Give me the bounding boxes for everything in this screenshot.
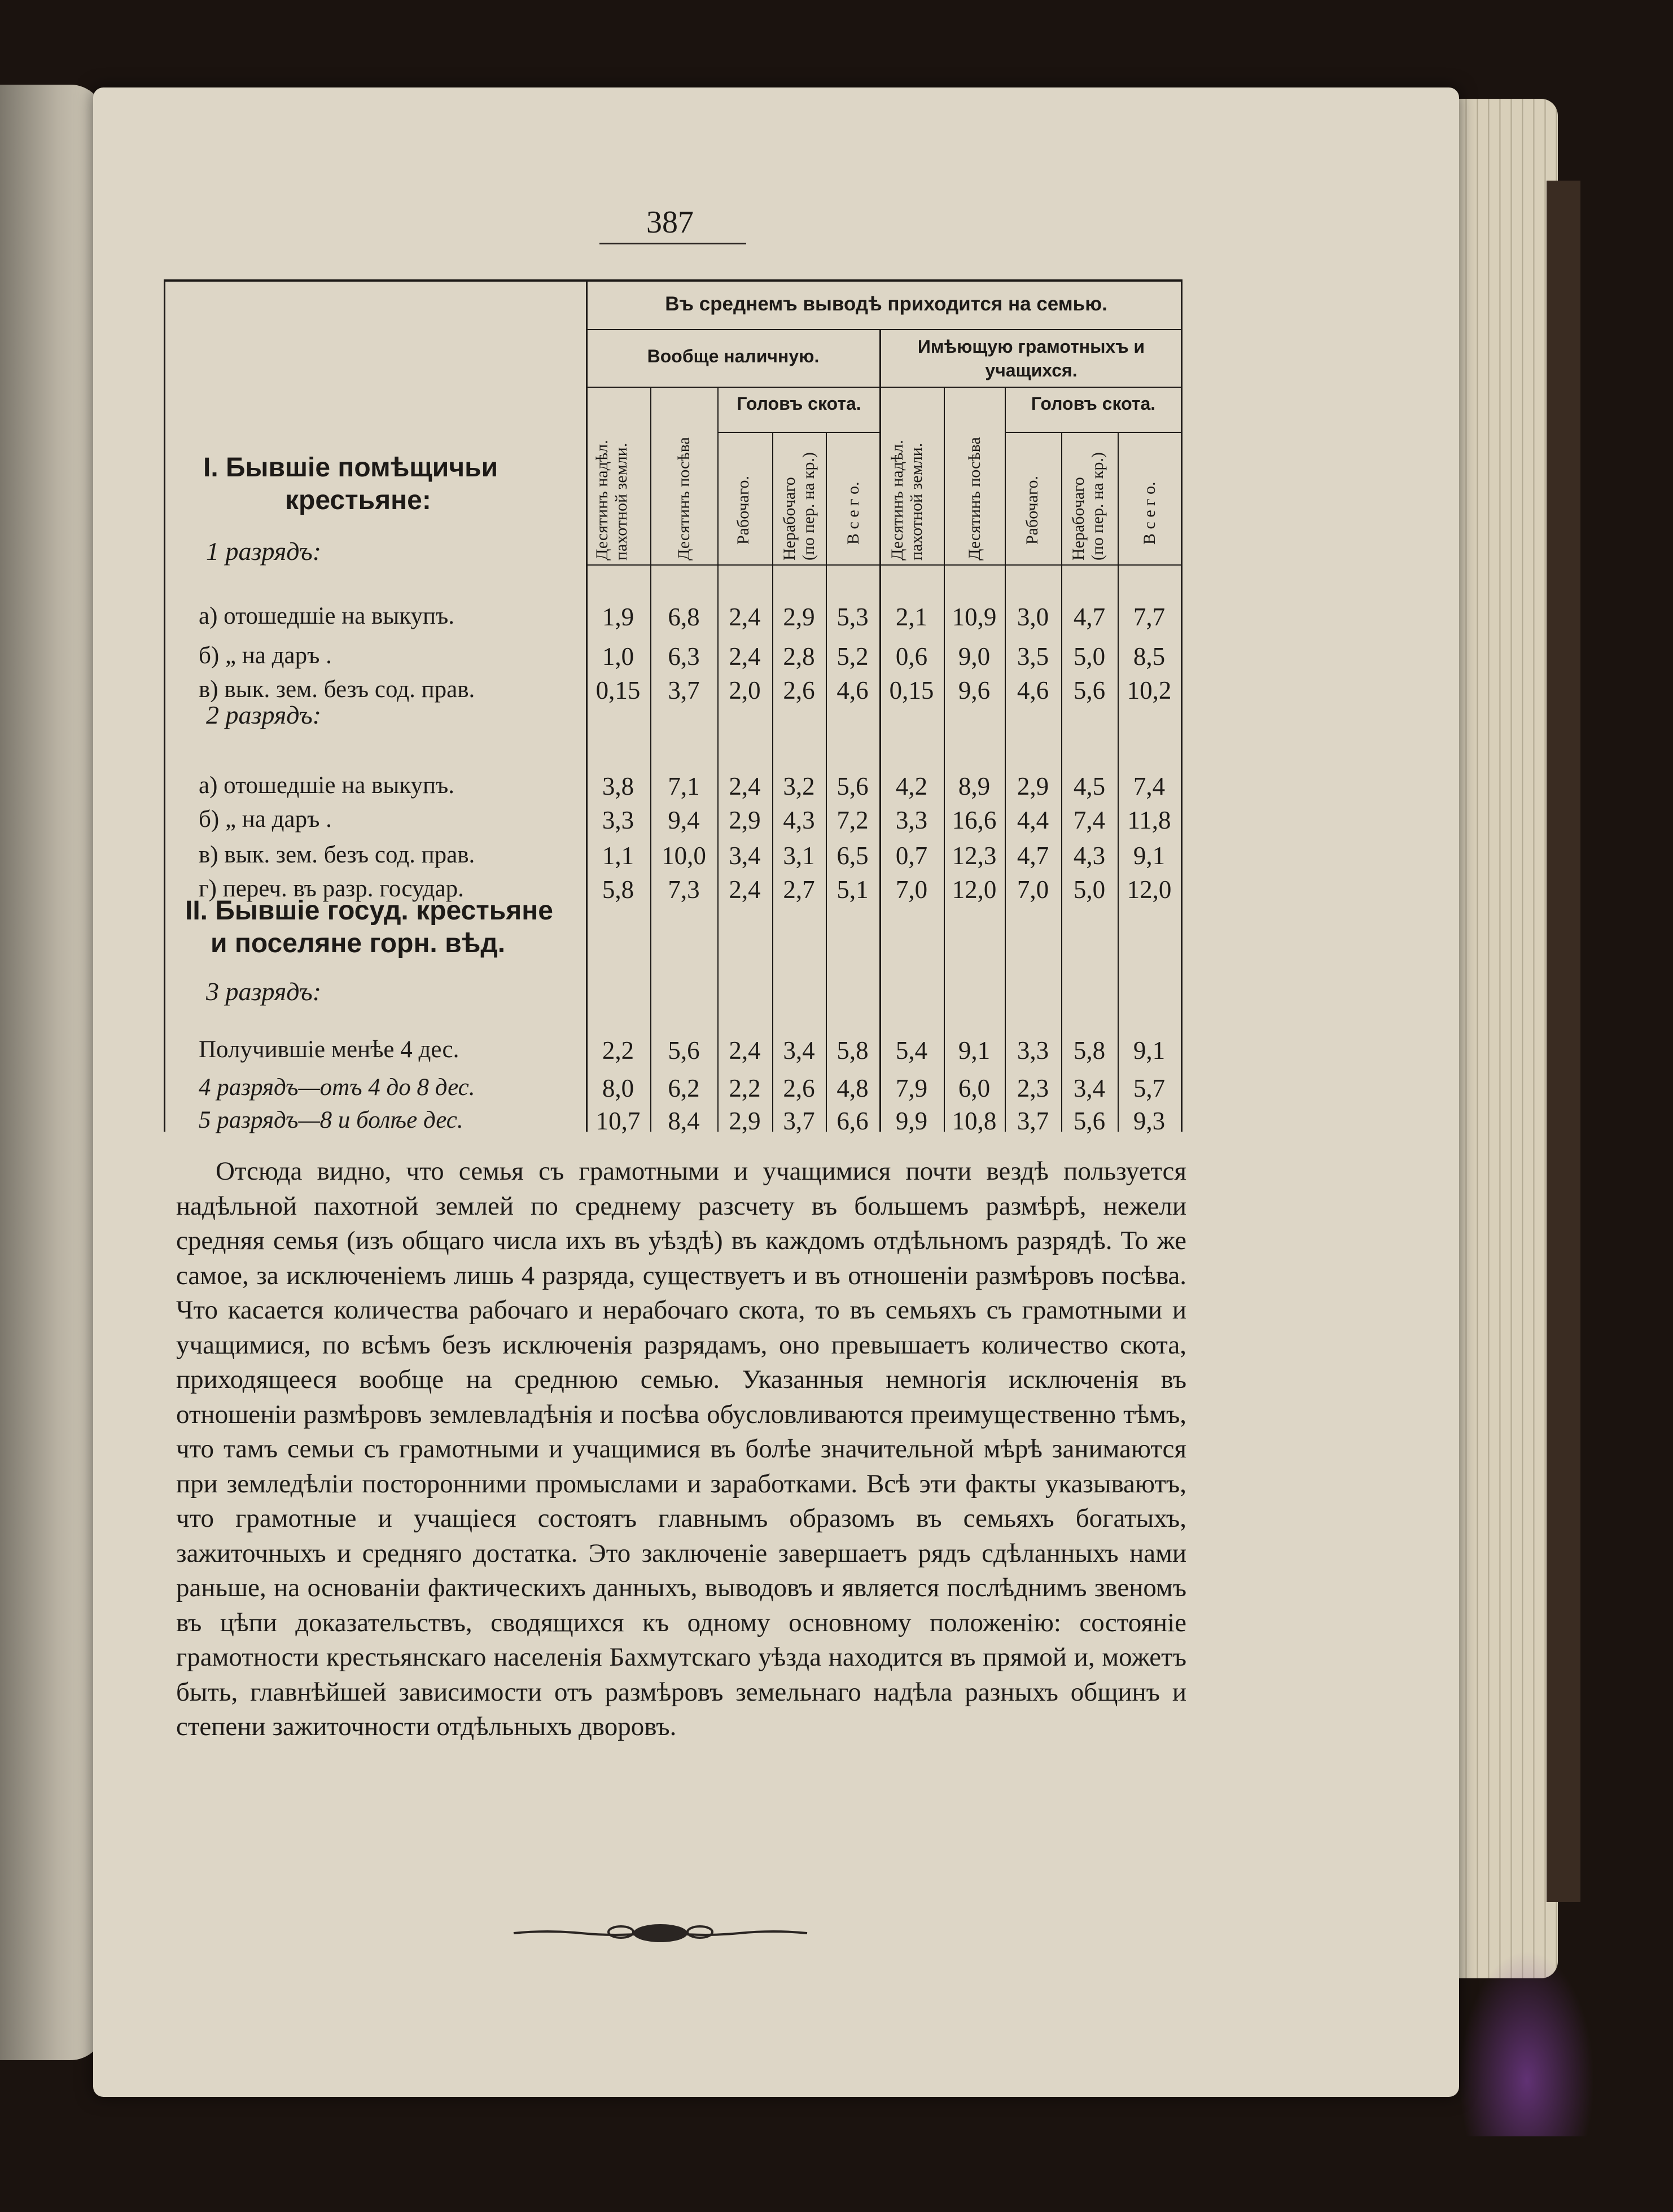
table-cell: 10,7 — [595, 1107, 641, 1135]
table-cell: 2,6 — [783, 1074, 815, 1102]
table-header-top: Въ среднемъ выводѣ приходится на семью. — [665, 293, 1107, 315]
col-working-b: Рабочаго. — [1023, 476, 1041, 545]
ink-stain — [1459, 1950, 1595, 2136]
table-cell: 3,7 — [1017, 1107, 1049, 1135]
table-cell: 2,9 — [783, 603, 815, 631]
table-cell: 2,9 — [729, 1107, 761, 1135]
table-cell: 3,8 — [602, 772, 634, 800]
table-cell: 3,1 — [783, 842, 815, 870]
table-cell: 10,2 — [1127, 676, 1172, 704]
table-cell: 3,2 — [783, 772, 815, 800]
table-cell: 6,2 — [668, 1074, 700, 1102]
table-cell: 2,4 — [729, 772, 761, 800]
table-cell: 4,3 — [1073, 842, 1106, 870]
table-cell: 9,6 — [958, 676, 991, 704]
col-total-b: В с е г о. — [1140, 481, 1159, 545]
table-cell: 5,0 — [1073, 642, 1106, 671]
table-cell: 4,7 — [1073, 603, 1106, 631]
table-cell: 2,4 — [729, 603, 761, 631]
ornament-divider — [508, 1916, 813, 1950]
row-label: 5 разрядъ—8 и болѣе дес. — [199, 1107, 463, 1133]
table-cell: 2,7 — [783, 875, 815, 904]
livestock-header-b: Головъ скота. — [1031, 393, 1156, 414]
table-cell: 7,4 — [1073, 806, 1106, 834]
col-sown-a: Десятинъ посѣва — [675, 437, 693, 560]
table-cell: 6,3 — [668, 642, 700, 671]
row-label: б) „ на даръ . — [199, 806, 332, 833]
table-cell: 2,4 — [729, 875, 761, 904]
table-cell: 4,2 — [895, 772, 928, 800]
group-a-header: Вообще наличную. — [647, 346, 820, 366]
table-cell: 3,3 — [895, 806, 928, 834]
table-cell: 4,8 — [836, 1074, 869, 1102]
table-cell: 1,9 — [602, 603, 634, 631]
table-cell: 2,1 — [895, 603, 928, 631]
table-cell: 9,9 — [895, 1107, 928, 1135]
statistics-table — [164, 279, 1183, 1135]
table-cell: 3,5 — [1017, 642, 1049, 671]
row-label: б) „ на даръ . — [199, 642, 332, 669]
table-cell: 4,6 — [1017, 676, 1049, 704]
col-nonworking-b: Нерабочаго (по пер. на кр.) — [1069, 452, 1107, 560]
table-cell: 4,3 — [783, 806, 815, 834]
row-label: Получившіе менѣе 4 дес. — [199, 1036, 459, 1063]
col-sown-b: Десятинъ посѣва — [965, 437, 984, 560]
col-working-a: Рабочаго. — [734, 476, 752, 545]
table-cell: 5,8 — [602, 875, 634, 904]
table-cell: 6,0 — [958, 1074, 991, 1102]
row-label: 4 разрядъ—отъ 4 до 8 дес. — [199, 1074, 475, 1101]
col-total-a: В с е г о. — [844, 481, 862, 545]
table-cell: 12,3 — [952, 842, 997, 870]
col-land-b: Десятинъ надѣл. пахотной земли. — [888, 440, 926, 560]
table-cell: 6,5 — [836, 842, 869, 870]
table-cell: 0,6 — [895, 642, 928, 671]
group-b-header: Имѣющую грамотныхъ и учащихся. — [917, 336, 1145, 380]
table-cell: 1,1 — [602, 842, 634, 870]
col-land-a: Десятинъ надѣл. пахотной земли. — [593, 440, 630, 560]
table-cell: 6,8 — [668, 603, 700, 631]
livestock-header-a: Головъ скота. — [737, 393, 861, 414]
table-cell: 5,8 — [1073, 1036, 1106, 1065]
table-cell: 16,6 — [952, 806, 997, 834]
table-cell: 6,6 — [836, 1107, 869, 1135]
table-cell: 9,3 — [1133, 1107, 1166, 1135]
table-cell: 4,7 — [1017, 842, 1049, 870]
section-1-title: I. Бывшіе помѣщичьи крестьяне: — [203, 453, 498, 515]
table-cell: 2,2 — [602, 1036, 634, 1065]
left-page-edge — [0, 85, 104, 2060]
table-cell: 2,8 — [783, 642, 815, 671]
table-cell: 7,1 — [668, 772, 700, 800]
table-cell: 1,0 — [602, 642, 634, 671]
table-cell: 3,3 — [1017, 1036, 1049, 1065]
row-label: в) вык. зем. безъ сод. прав. — [199, 842, 475, 868]
table-cell: 2,2 — [729, 1074, 761, 1102]
table-cell: 12,0 — [1127, 875, 1172, 904]
table-cell: 7,0 — [1017, 875, 1049, 904]
book-spine-edge — [1547, 181, 1580, 1902]
table-cell: 3,7 — [783, 1107, 815, 1135]
rank-3-label: 3 разрядъ: — [206, 977, 322, 1006]
table-cell: 8,4 — [668, 1107, 700, 1135]
table-cell: 3,4 — [729, 842, 761, 870]
table-cell: 2,0 — [729, 676, 761, 704]
table-cell: 11,8 — [1127, 806, 1171, 834]
table-cell: 3,3 — [602, 806, 634, 834]
table-cell: 9,1 — [1133, 1036, 1166, 1065]
table-cell: 9,4 — [668, 806, 700, 834]
table-cell: 0,15 — [889, 676, 934, 704]
row-label: а) отошедшіе на выкупъ. — [199, 772, 455, 799]
table-cell: 5,0 — [1073, 875, 1106, 904]
table-cell: 8,0 — [602, 1074, 634, 1102]
table-cell: 5,1 — [836, 875, 869, 904]
col-nonworking-a: Нерабочаго (по пер. на кр.) — [780, 452, 818, 560]
table-cell: 7,7 — [1133, 603, 1166, 631]
table-cell: 2,4 — [729, 642, 761, 671]
table-cell: 8,9 — [958, 772, 991, 800]
rank-1-label: 1 разрядъ: — [206, 537, 322, 566]
table-cell: 12,0 — [952, 875, 997, 904]
table-cell: 7,0 — [895, 875, 928, 904]
table-cell: 5,7 — [1133, 1074, 1166, 1102]
page-number: 387 — [646, 205, 694, 240]
table-cell: 3,0 — [1017, 603, 1049, 631]
row-label: г) переч. въ разр. государ. — [199, 875, 464, 902]
table-cell: 5,6 — [1073, 1107, 1106, 1135]
table-cell: 3,7 — [668, 676, 700, 704]
rank-2-label: 2 разрядъ: — [206, 700, 322, 729]
table-cell: 0,15 — [595, 676, 641, 704]
table-cell: 7,4 — [1133, 772, 1166, 800]
table-cell: 5,4 — [895, 1036, 928, 1065]
table-cell: 4,4 — [1017, 806, 1049, 834]
table-cell: 2,6 — [783, 676, 815, 704]
body-paragraph: Отсюда видно, что семья съ грамотными и учащимися почти вездѣ пользуется надѣльной пахотной землей по среднему разсчету въ большемъ размѣрѣ, нежели средняя семья (изъ общаго числа ихъ въ уѣздѣ) въ каждомъ отдѣльномъ разрядѣ. То же самое, за исключеніемъ лишь 4 разряда, существуетъ и въ отношеніи размѣровъ посѣва. Что касается количества рабочаго и нерабочаго скота, то въ семьяхъ съ грамотными и учащимися, по всѣмъ безъ исключенія разрядамъ, оно превышаетъ количество скота, приходящееся вообще на среднюю семью. Указанныя немногія исключенія въ отношеніи размѣровъ землевладѣнія и посѣва обусловливаются преимущественно тѣмъ, что тамъ семьи съ грамотными и учащимися въ болѣе значительной мѣрѣ занимаются при земледѣліи посторонними промыслами и заработками. Всѣ эти факты указываютъ, что грамотные и учащіеся состоятъ главнымъ образомъ въ семьяхъ богатыхъ, зажиточныхъ и средняго достатка. Это заключеніе завершаетъ рядъ сдѣланныхъ нами раньше, на основаніи фактическихъ данныхъ, выводовъ и является послѣднимъ звеномъ въ цѣпи доказательствъ, сводящихся къ одному основному положенію: состояніе грамотности крестьянскаго населенія Бахмутскаго уѣзда находится въ прямой и, можетъ быть, главнѣйшей зависимости отъ размѣровъ земельнаго надѣла разныхъ общинъ и степени зажиточности отдѣльныхъ дворовъ. — [176, 1157, 1186, 1741]
table-cell: 4,6 — [836, 676, 869, 704]
section-2-title: II. Бывшіе госуд. крестьяне и поселяне горн. вѣд. — [185, 896, 553, 958]
table-cell: 8,5 — [1133, 642, 1166, 671]
table-cell: 7,2 — [836, 806, 869, 834]
table-cell: 10,8 — [952, 1107, 997, 1135]
table-cell: 5,6 — [836, 772, 869, 800]
table-cell: 5,2 — [836, 642, 869, 671]
table-cell: 3,4 — [1073, 1074, 1106, 1102]
table-cell: 5,3 — [836, 603, 869, 631]
table-cell: 2,3 — [1017, 1074, 1049, 1102]
table-cell: 2,9 — [1017, 772, 1049, 800]
table-cell: 9,1 — [958, 1036, 991, 1065]
table-cell: 9,0 — [958, 642, 991, 671]
table-cell: 2,4 — [729, 1036, 761, 1065]
table-cell: 0,7 — [895, 842, 928, 870]
table-cell: 7,9 — [895, 1074, 928, 1102]
table-cell: 10,9 — [952, 603, 997, 631]
table-cell: 3,4 — [783, 1036, 815, 1065]
table-cell: 5,8 — [836, 1036, 869, 1065]
row-label: а) отошедшіе на выкупъ. — [199, 603, 455, 629]
table-cell: 9,1 — [1133, 842, 1166, 870]
page-number-rule — [599, 243, 746, 244]
table-cell: 10,0 — [662, 842, 706, 870]
table-cell: 5,6 — [668, 1036, 700, 1065]
table-cell: 5,6 — [1073, 676, 1106, 704]
table-cell: 7,3 — [668, 875, 700, 904]
row-label: в) вык. зем. безъ сод. прав. — [199, 676, 475, 703]
table-cell: 4,5 — [1073, 772, 1106, 800]
table-cell: 2,9 — [729, 806, 761, 834]
